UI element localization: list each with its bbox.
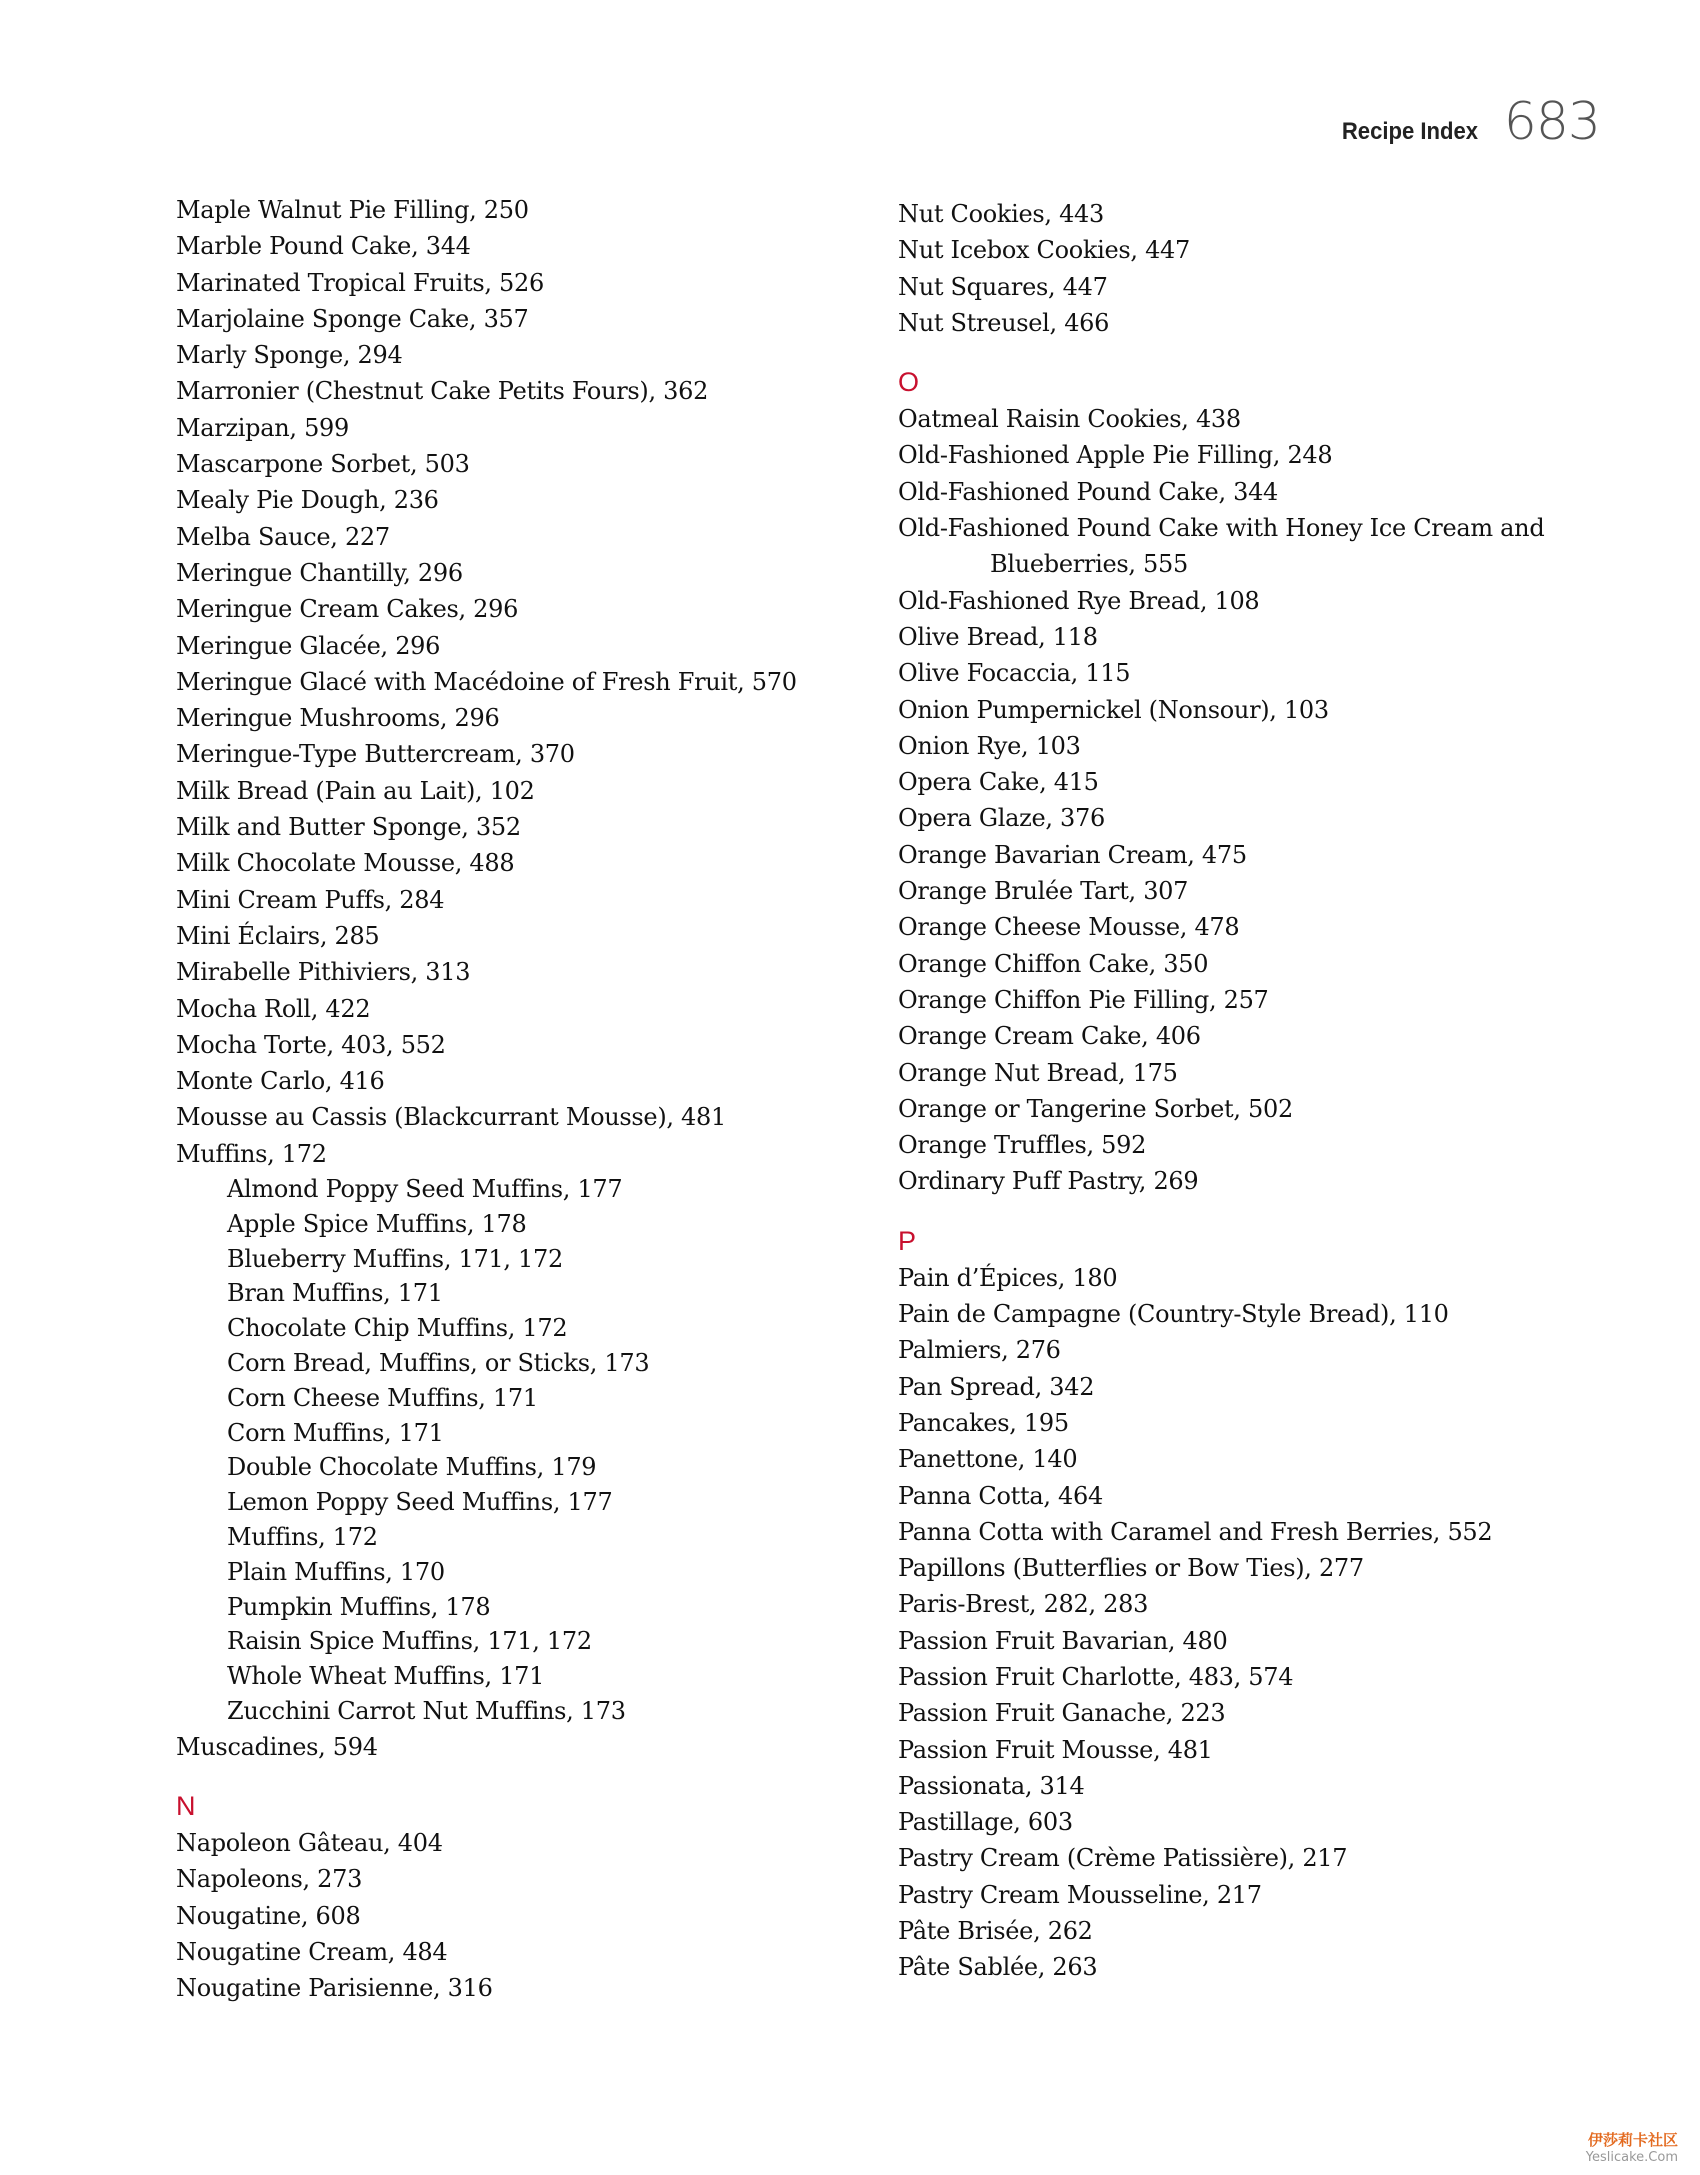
index-subentry: Corn Muffins, 171	[227, 1418, 444, 1447]
index-entry: Muscadines, 594	[176, 1732, 378, 1761]
index-entry: Panna Cotta, 464	[898, 1481, 1103, 1510]
index-entry: Nut Cookies, 443	[898, 200, 1104, 228]
index-subentry: Chocolate Chip Muffins, 172	[227, 1314, 568, 1343]
index-subentry: Raisin Spice Muffins, 171, 172	[227, 1627, 592, 1656]
index-entry: Meringue Glacée, 296	[176, 631, 441, 660]
index-entry: Nut Squares, 447	[898, 272, 1108, 301]
index-entry: Pastry Cream (Crème Patissière), 217	[898, 1844, 1348, 1873]
index-entry: Marjolaine Sponge Cake, 357	[176, 304, 529, 333]
index-entry: Marinated Tropical Fruits, 526	[176, 268, 544, 297]
index-entry: Orange Bavarian Cream, 475	[898, 840, 1247, 869]
index-entry: Muffins, 172	[176, 1139, 327, 1168]
index-entry: Mirabelle Pithiviers, 313	[176, 958, 471, 987]
index-entry: Pastillage, 603	[898, 1808, 1073, 1837]
index-subentry: Pumpkin Muffins, 178	[227, 1592, 491, 1621]
index-entry: Marronier (Chestnut Cake Petits Fours), 362	[176, 377, 709, 406]
index-entry: Melba Sauce, 227	[176, 522, 390, 551]
index-entry: Nut Streusel, 466	[898, 308, 1110, 337]
index-entry: Old-Fashioned Pound Cake with Honey Ice Cream and Blueberries, 555	[898, 514, 1545, 579]
index-entry: Panna Cotta with Caramel and Fresh Berries, 552	[898, 1517, 1493, 1546]
index-entry: Napoleon Gâteau, 404	[176, 1829, 443, 1858]
index-entry: Milk and Butter Sponge, 352	[176, 813, 521, 842]
index-entry: Orange Chiffon Pie Filling, 257	[898, 985, 1269, 1014]
index-entry: Mascarpone Sorbet, 503	[176, 450, 470, 479]
index-entry: Pâte Sablée, 263	[898, 1953, 1098, 1982]
index-subentry: Lemon Poppy Seed Muffins, 177	[227, 1488, 613, 1517]
index-entry: Meringue Mushrooms, 296	[176, 704, 500, 733]
index-entry: Old-Fashioned Apple Pie Filling, 248	[898, 441, 1333, 470]
index-entry: Pastry Cream Mousseline, 217	[898, 1880, 1262, 1909]
index-entry: Pancakes, 195	[898, 1408, 1069, 1437]
index-entry: Paris-Brest, 282, 283	[898, 1590, 1149, 1619]
index-entry: Mini Éclairs, 285	[176, 921, 380, 950]
index-entry: Marly Sponge, 294	[176, 341, 403, 370]
index-entry: Mousse au Cassis (Blackcurrant Mousse), 481	[176, 1103, 726, 1132]
index-entry: Orange Truffles, 592	[898, 1131, 1147, 1160]
page-number: 683	[1503, 92, 1600, 152]
running-header	[1330, 92, 1600, 152]
index-entry: Opera Cake, 415	[898, 768, 1099, 797]
section-letter: N	[176, 1791, 196, 1822]
index-subentry: Double Chocolate Muffins, 179	[227, 1453, 597, 1482]
index-subentry: Blueberry Muffins, 171, 172	[227, 1244, 563, 1273]
index-entry: Panettone, 140	[898, 1445, 1078, 1474]
index-entry: Passion Fruit Ganache, 223	[898, 1699, 1226, 1728]
index-entry: Nougatine Cream, 484	[176, 1937, 448, 1966]
index-entry: Old-Fashioned Pound Cake, 344	[898, 477, 1279, 506]
index-column-right	[898, 196, 1618, 1986]
index-entry: Mocha Roll, 422	[176, 994, 371, 1023]
index-entry: Nut Icebox Cookies, 447	[898, 236, 1190, 265]
watermark-cn: 伊莎莉卡社区	[1587, 2131, 1678, 2149]
index-entry: Pain de Campagne (Country-Style Bread), 110	[898, 1300, 1449, 1329]
index-entry: Mealy Pie Dough, 236	[176, 486, 439, 515]
index-subentry: Plain Muffins, 170	[227, 1557, 445, 1586]
index-entry: Nougatine Parisienne, 316	[176, 1974, 493, 2003]
watermark	[1586, 2129, 1678, 2165]
watermark-en: Yeslicake.Com	[1585, 2150, 1678, 2165]
index-entry: Olive Bread, 118	[898, 622, 1098, 651]
index-entry: Passion Fruit Mousse, 481	[898, 1735, 1213, 1764]
index-subentry: Whole Wheat Muffins, 171	[227, 1662, 545, 1691]
index-subentry: Corn Cheese Muffins, 171	[227, 1383, 538, 1412]
index-subentry: Almond Poppy Seed Muffins, 177	[227, 1175, 623, 1204]
index-entry: Maple Walnut Pie Filling, 250	[176, 196, 529, 224]
index-entry: Mini Cream Puffs, 284	[176, 885, 445, 914]
index-entry: Marble Pound Cake, 344	[176, 232, 471, 261]
index-entry: Meringue-Type Buttercream, 370	[176, 740, 575, 769]
index-entry: Orange or Tangerine Sorbet, 502	[898, 1094, 1293, 1123]
index-subentry: Corn Bread, Muffins, or Sticks, 173	[227, 1349, 650, 1377]
index-entry: Oatmeal Raisin Cookies, 438	[898, 405, 1241, 434]
index-entry: Palmiers, 276	[898, 1336, 1061, 1365]
index-subentry: Muffins, 172	[227, 1522, 378, 1551]
index-subentry: Bran Muffins, 171	[227, 1279, 443, 1308]
index-entry: Orange Cheese Mousse, 478	[898, 913, 1240, 942]
index-entry: Onion Rye, 103	[898, 731, 1081, 760]
index-entry: Monte Carlo, 416	[176, 1067, 385, 1096]
index-entry: Marzipan, 599	[176, 413, 349, 442]
section-letter: P	[898, 1225, 917, 1256]
index-column-left	[176, 192, 816, 2007]
index-entry: Meringue Cream Cakes, 296	[176, 595, 519, 624]
index-entry: Ordinary Puff Pastry, 269	[898, 1167, 1199, 1196]
index-entry: Papillons (Butterflies or Bow Ties), 277	[898, 1554, 1364, 1583]
index-entry: Orange Nut Bread, 175	[898, 1058, 1178, 1087]
index-entry: Meringue Glacé with Macédoine of Fresh Fruit, 570	[176, 667, 797, 696]
index-entry: Napoleons, 273	[176, 1865, 363, 1894]
index-entry: Orange Cream Cake, 406	[898, 1022, 1201, 1051]
index-subentry: Apple Spice Muffins, 178	[227, 1209, 527, 1238]
index-entry: Passionata, 314	[898, 1771, 1085, 1800]
index-entry: Pain d’Épices, 180	[898, 1263, 1118, 1292]
index-entry: Pan Spread, 342	[898, 1372, 1095, 1401]
index-entry: Olive Focaccia, 115	[898, 659, 1131, 688]
index-entry: Mocha Torte, 403, 552	[176, 1030, 446, 1059]
index-entry: Passion Fruit Bavarian, 480	[898, 1626, 1228, 1655]
section-title: Recipe Index	[1341, 118, 1478, 145]
index-entry: Passion Fruit Charlotte, 483, 574	[898, 1662, 1294, 1691]
index-entry: Nougatine, 608	[176, 1901, 361, 1930]
index-subentry: Zucchini Carrot Nut Muffins, 173	[227, 1696, 626, 1725]
index-entry: Orange Chiffon Cake, 350	[898, 949, 1209, 978]
index-entry: Orange Brulée Tart, 307	[898, 877, 1189, 906]
index-entry: Onion Pumpernickel (Nonsour), 103	[898, 695, 1329, 724]
index-entry: Milk Chocolate Mousse, 488	[176, 849, 515, 878]
section-letter: O	[898, 367, 920, 398]
index-entry: Meringue Chantilly, 296	[176, 558, 463, 587]
index-entry: Opera Glaze, 376	[898, 804, 1105, 833]
index-entry: Old-Fashioned Rye Bread, 108	[898, 586, 1260, 615]
index-entry: Pâte Brisée, 262	[898, 1917, 1093, 1946]
index-entry: Milk Bread (Pain au Lait), 102	[176, 776, 535, 805]
